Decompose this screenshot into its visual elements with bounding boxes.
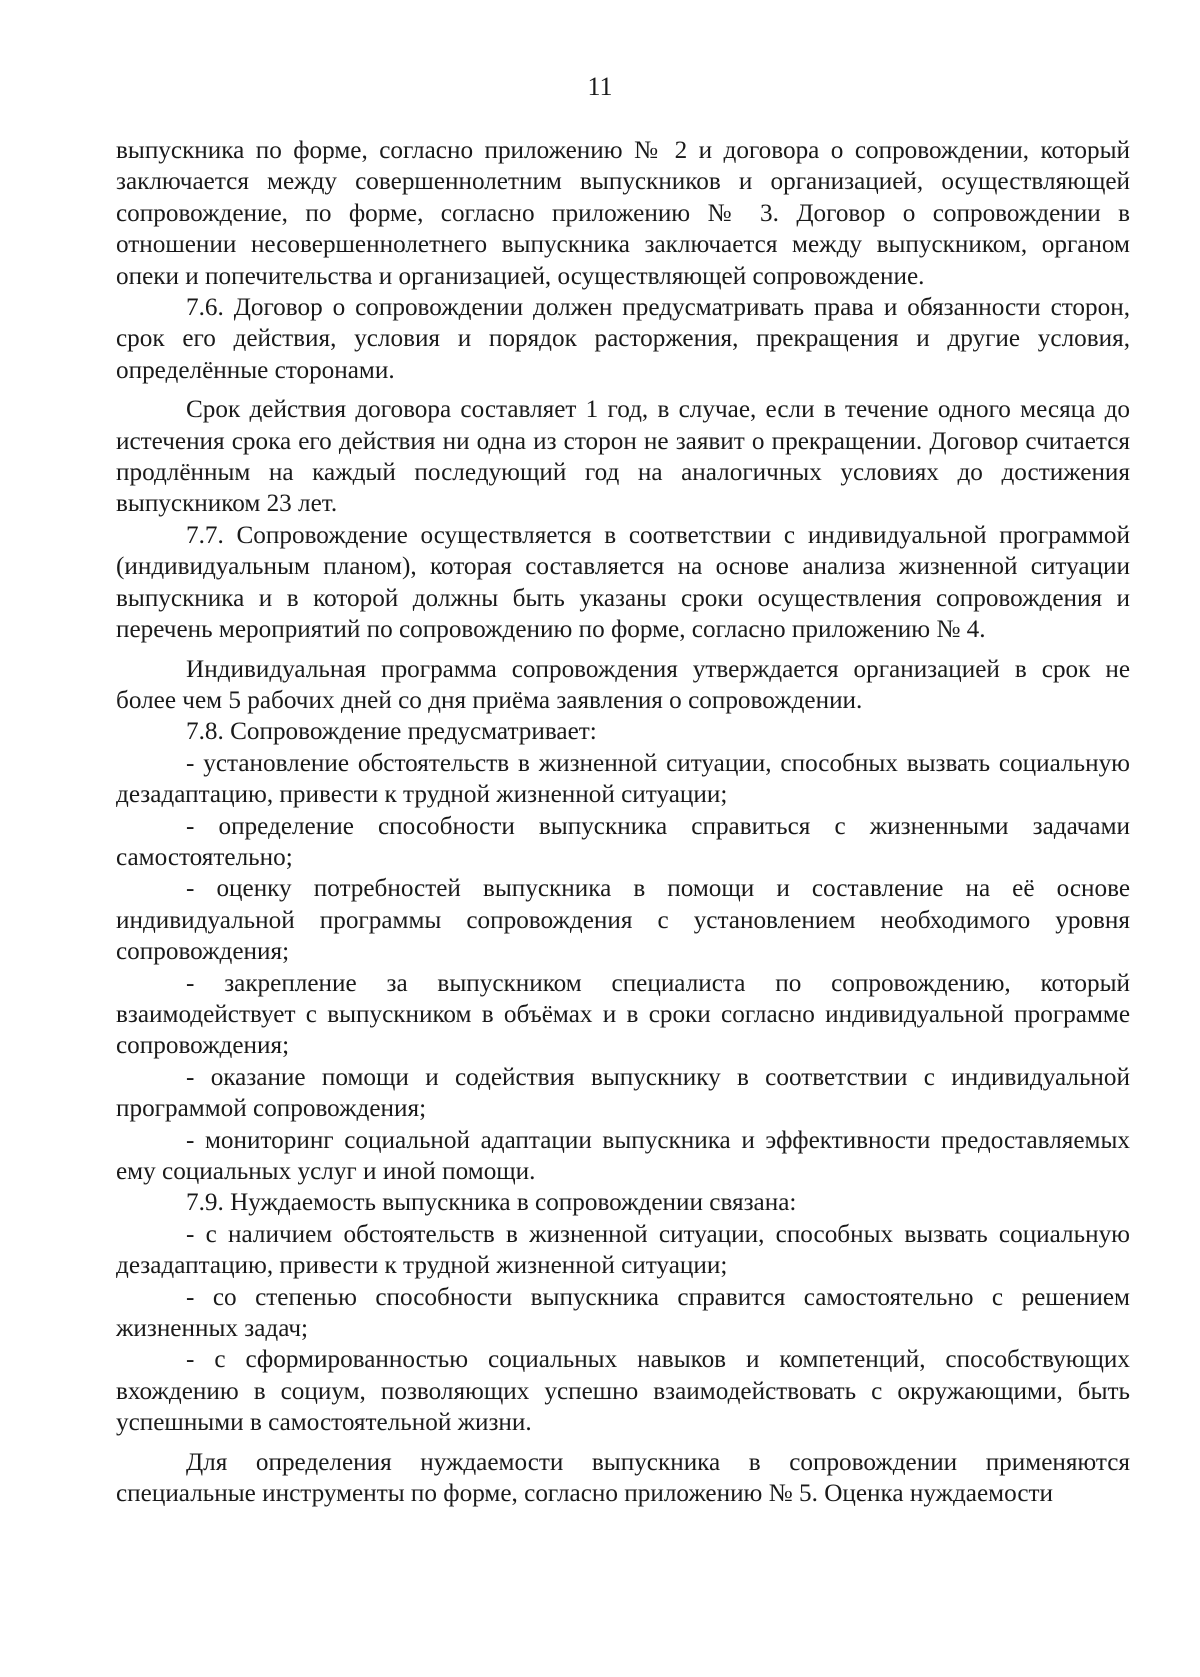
list-item: - закрепление за выпускником специалиста по сопровождению, который взаимодействует с выпускником в объёмах и в сроки согласно индивидуальной программе сопровождения;	[116, 969, 1130, 1060]
paragraph-need-assessment: Для определения нуждаемости выпускника в сопровождении применяются специальные инструменты по форме, согласно приложению № 5. Оценка нуждаемости	[116, 1448, 1130, 1508]
list-item: - со степенью способности выпускника справится самостоятельно с решением жизненных задач;	[116, 1283, 1130, 1343]
paragraph-7-9: 7.9. Нуждаемость выпускника в сопровождении связана:	[186, 1189, 797, 1217]
list-item: - определение способности выпускника справиться с жизненными задачами самостоятельно;	[116, 812, 1130, 871]
paragraph-contract-term: Срок действия договора составляет 1 год, в случае, если в течение одного месяца до истечения срока его действия ни одна из сторон не заявит о прекращении. Договор считается продлённым на каждый последующий год на аналогичных условиях до достижения выпускником 23 лет.	[116, 396, 1130, 518]
list-item: - установление обстоятельств в жизненной ситуации, способных вызвать социальную дезадаптацию, привести к трудной жизненной ситуации;	[116, 749, 1130, 809]
paragraph-continuation: выпускника по форме, согласно приложению № 2 и договора о сопровождении, который заключается между совершеннолетним выпускников и организацией, осуществляющей сопровождение, по форме, согласно приложению № 3. Договор о сопровождении в отношении несовершеннолетнего выпускника заключается между выпускником, органом опеки и попечительства и организацией, осуществляющей сопровождение.	[116, 137, 1130, 290]
list-item: - с сформированностью социальных навыков и компетенций, способствующих вхождению в социум, позволяющих успешно взаимодействовать с окружающими, быть успешными в самостоятельной жизни.	[116, 1346, 1130, 1437]
paragraph-7-7: 7.7. Сопровождение осуществляется в соответствии с индивидуальной программой (индивидуальным планом), которая составляется на основе анализа жизненной ситуации выпускника и в которой должны быть указаны сроки осуществления сопровождения и перечень мероприятий по сопровождению по форме, согласно приложению № 4.	[116, 521, 1130, 644]
paragraph-7-6: 7.6. Договор о сопровождении должен предусматривать права и обязанности сторон, срок его действия, условия и порядок расторжения, прекращения и другие условия, определённые сторонами.	[116, 294, 1130, 384]
list-item: - оказание помощи и содействия выпускнику в соответствии с индивидуальной программой сопровождения;	[116, 1063, 1130, 1123]
paragraph-7-8: 7.8. Сопровождение предусматривает:	[186, 718, 597, 746]
list-item: - оценку потребностей выпускника в помощи и составление на её основе индивидуальной программы сопровождения с установлением необходимого уровня сопровождения;	[116, 875, 1130, 966]
list-item: - с наличием обстоятельств в жизненной ситуации, способных вызвать социальную дезадаптацию, привести к трудной жизненной ситуации;	[116, 1220, 1130, 1280]
document-body	[116, 135, 1130, 1509]
paragraph-individual-program: Индивидуальная программа сопровождения утверждается организацией в срок не более чем 5 рабочих дней со дня приёма заявления о сопровождении.	[116, 655, 1130, 714]
page-number: 11	[587, 72, 613, 101]
list-item: - мониторинг социальной адаптации выпускника и эффективности предоставляемых ему социальных услуг и иной помощи.	[116, 1126, 1130, 1185]
